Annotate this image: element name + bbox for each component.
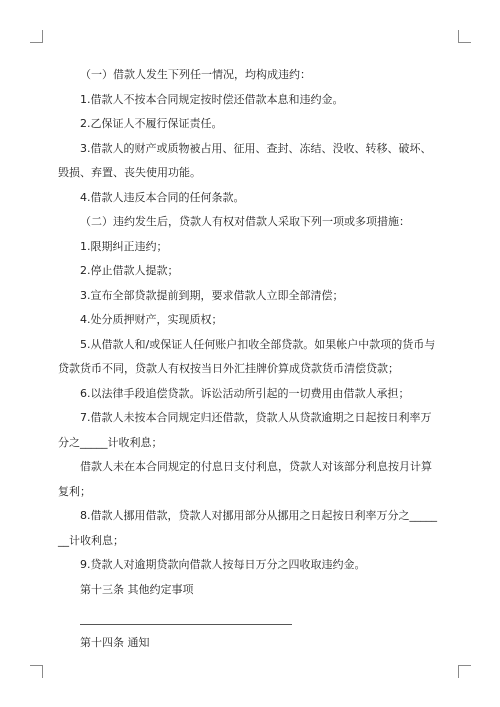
paragraph: （一）借款人发生下列任一情况，均构成违约： [80, 68, 311, 81]
paragraph: 5.从借款人和/或保证人任何账户扣收全部贷款。如果帐户中款项的货币与贷款货币不同，贷款人有权按当日外汇挂牌价算成贷款货币清偿贷款； [58, 337, 436, 375]
paragraph: 3.宣布全部贷款提前到期，要求借款人立即全部清偿； [80, 288, 344, 302]
crop-mark-bottom-right [458, 665, 471, 678]
crop-mark-bottom-left [30, 665, 43, 678]
paragraph: 4.处分质押财产，实现质权； [80, 313, 223, 326]
blank-fill-line [80, 624, 292, 625]
section-heading: 第十四条 通知 [80, 636, 150, 649]
paragraph: 8.借款人挪用借款，贷款人对挪用部分从挪用之日起按日利率万分之_______计收利息； [58, 509, 437, 547]
paragraph: 1.借款人不按本合同规定按时偿还借款本息和违约金。 [80, 92, 344, 106]
crop-mark-top-left [30, 30, 43, 43]
paragraph: 6.以法律手段追偿贷款。诉讼活动所引起的一切费用由借款人承担； [80, 386, 410, 400]
paragraph: 4.借款人违反本合同的任何条款。 [80, 190, 245, 204]
paragraph: 2.停止借款人提款； [80, 264, 179, 277]
paragraph: 借款人未在本合同规定的付息日支付利息，贷款人对该部分利息按月计算复利； [58, 460, 432, 498]
paragraph: 3.借款人的财产或质物被占用、征用、查封、冻结、没收、转移、破坏、毁损、弃置、丧失使用功能。 [58, 141, 432, 179]
paragraph: 1.限期纠正违约； [80, 239, 168, 253]
paragraph: 9.贷款人对逾期贷款向借款人按每日万分之四收取违约金。 [80, 558, 366, 571]
document-body [58, 63, 442, 656]
paragraph: 2.乙保证人不履行保证责任。 [80, 117, 223, 130]
paragraph: 7.借款人未按本合同规定归还借款，贷款人从贷款逾期之日起按日利率万分之_____计收利息； [58, 411, 432, 449]
crop-mark-top-right [458, 30, 471, 43]
paragraph: （二）违约发生后，贷款人有权对借款人采取下列一项或多项措施： [80, 215, 410, 228]
section-heading: 第十三条 其他约定事项 [80, 582, 194, 596]
